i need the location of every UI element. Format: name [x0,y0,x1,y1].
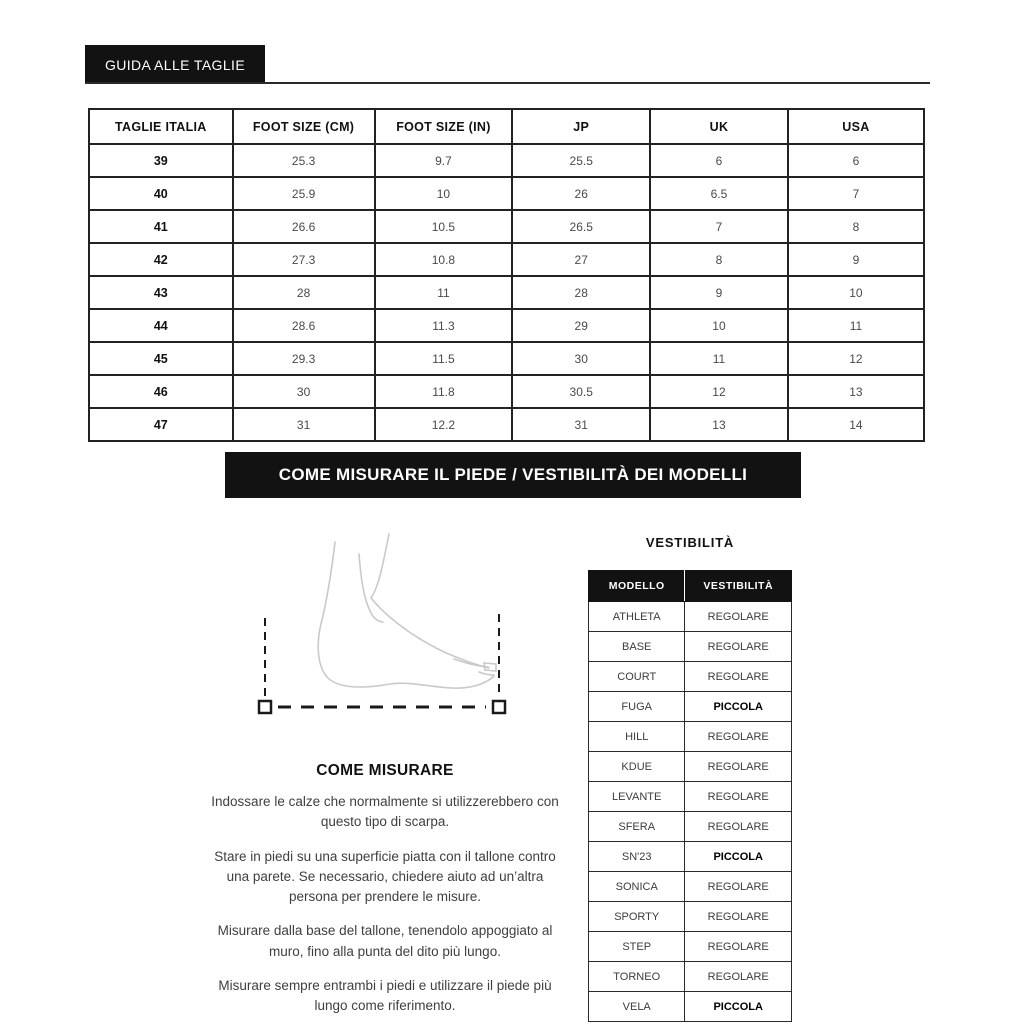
size-cell-foot-cm: 28 [233,276,375,309]
fit-cell-fit: REGOLARE [685,962,792,992]
fit-table-row [589,842,792,872]
size-table-header-row [89,109,924,144]
size-cell-uk: 6.5 [650,177,788,210]
size-cell-taglie-italia: 47 [89,408,233,441]
fit-table-header-fit: VESTIBILITÀ [685,571,792,602]
size-cell-usa: 12 [788,342,924,375]
fit-cell-fit: REGOLARE [685,872,792,902]
fit-cell-fit: REGOLARE [685,602,792,632]
fit-cell-model: VELA [589,992,685,1022]
size-cell-foot-cm: 30 [233,375,375,408]
how-to-measure-instructions [210,792,560,1024]
size-cell-taglie-italia: 39 [89,144,233,177]
fit-cell-fit: REGOLARE [685,632,792,662]
size-table-row [89,243,924,276]
size-cell-foot-cm: 26.6 [233,210,375,243]
fit-table-row [589,872,792,902]
size-cell-foot-in: 10 [375,177,513,210]
size-cell-taglie-italia: 43 [89,276,233,309]
fit-cell-model: LEVANTE [589,782,685,812]
fit-table-row [589,992,792,1022]
size-table-row [89,210,924,243]
foot-outline [318,534,496,688]
size-cell-uk: 9 [650,276,788,309]
size-table-row [89,177,924,210]
size-cell-usa: 8 [788,210,924,243]
size-cell-foot-cm: 31 [233,408,375,441]
size-cell-jp: 26.5 [512,210,650,243]
fit-table-header-model: MODELLO [589,571,685,602]
fit-table-row [589,722,792,752]
guide-title-badge [85,45,265,84]
size-cell-uk: 13 [650,408,788,441]
fit-table-body [589,602,792,1022]
fit-cell-model: SONICA [589,872,685,902]
fit-cell-model: SPORTY [589,902,685,932]
size-cell-usa: 7 [788,177,924,210]
fit-cell-model: SN'23 [589,842,685,872]
fit-cell-fit: REGOLARE [685,812,792,842]
fit-cell-fit: REGOLARE [685,902,792,932]
size-table-row [89,375,924,408]
fit-table-row [589,662,792,692]
size-cell-uk: 10 [650,309,788,342]
section-banner [225,452,801,498]
header-divider [85,82,930,84]
size-cell-uk: 7 [650,210,788,243]
size-cell-taglie-italia: 41 [89,210,233,243]
size-cell-foot-in: 11.3 [375,309,513,342]
fit-table-row [589,752,792,782]
size-table-header-cell: JP [512,109,650,144]
size-cell-taglie-italia: 45 [89,342,233,375]
size-cell-jp: 26 [512,177,650,210]
size-cell-jp: 27 [512,243,650,276]
fit-table-row [589,812,792,842]
fit-cell-fit: PICCOLA [685,692,792,722]
size-cell-uk: 6 [650,144,788,177]
size-table-header-cell: TAGLIE ITALIA [89,109,233,144]
size-table-header-cell: FOOT SIZE (CM) [233,109,375,144]
size-cell-usa: 9 [788,243,924,276]
size-table-body [89,144,924,441]
fit-cell-model: STEP [589,932,685,962]
size-cell-usa: 6 [788,144,924,177]
how-to-measure-title: COME MISURARE [316,762,454,779]
size-cell-uk: 8 [650,243,788,276]
fit-cell-fit: REGOLARE [685,722,792,752]
size-cell-taglie-italia: 40 [89,177,233,210]
fit-section-title: VESTIBILITÀ [645,535,735,550]
size-cell-taglie-italia: 46 [89,375,233,408]
instruction-paragraph: Misurare sempre entrambi i piedi e utilizzare il piede più lungo come riferimento. [218,977,552,1013]
fit-cell-fit: REGOLARE [685,662,792,692]
guide-title-label: GUIDA ALLE TAGLIE [104,56,246,73]
fit-cell-fit: PICCOLA [685,992,792,1022]
fit-cell-model: ATHLETA [589,602,685,632]
size-cell-taglie-italia: 42 [89,243,233,276]
fit-table-row [589,932,792,962]
size-cell-foot-in: 11.5 [375,342,513,375]
fit-cell-model: HILL [589,722,685,752]
size-cell-jp: 31 [512,408,650,441]
size-cell-usa: 11 [788,309,924,342]
fit-table-row [589,692,792,722]
fit-table-header-row [589,571,792,602]
instruction-paragraph: Indossare le calze che normalmente si utilizzerebbero con questo tipo di scarpa. [211,794,559,830]
size-cell-jp: 28 [512,276,650,309]
fit-cell-fit: PICCOLA [685,842,792,872]
size-table-row [89,276,924,309]
size-cell-foot-in: 10.8 [375,243,513,276]
size-cell-foot-cm: 28.6 [233,309,375,342]
size-table-row [89,408,924,441]
size-cell-uk: 11 [650,342,788,375]
size-cell-foot-in: 9.7 [375,144,513,177]
size-table-header-cell: FOOT SIZE (IN) [375,109,513,144]
size-cell-uk: 12 [650,375,788,408]
foot-measurement-illustration [232,528,532,728]
size-table-row [89,342,924,375]
fit-cell-fit: REGOLARE [685,782,792,812]
size-cell-usa: 13 [788,375,924,408]
size-cell-usa: 10 [788,276,924,309]
size-cell-jp: 25.5 [512,144,650,177]
size-cell-foot-cm: 25.9 [233,177,375,210]
size-cell-foot-cm: 27.3 [233,243,375,276]
fit-cell-model: KDUE [589,752,685,782]
size-cell-foot-cm: 25.3 [233,144,375,177]
fit-cell-model: SFERA [589,812,685,842]
size-cell-jp: 30 [512,342,650,375]
fit-cell-model: BASE [589,632,685,662]
size-cell-taglie-italia: 44 [89,309,233,342]
size-cell-foot-in: 11 [375,276,513,309]
size-cell-jp: 29 [512,309,650,342]
size-conversion-table [88,108,925,442]
instruction-paragraph: Misurare dalla base del tallone, tenendolo appoggiato al muro, fino alla punta del dito più lungo. [217,923,553,959]
fit-table-row [589,632,792,662]
fit-cell-fit: REGOLARE [685,752,792,782]
fit-cell-fit: REGOLARE [685,932,792,962]
size-cell-foot-cm: 29.3 [233,342,375,375]
instruction-paragraph: Stare in piedi su una superficie piatta con il tallone contro una parete. Se necessario, chiedere aiuto ad un’altra persona per prendere le misure. [214,848,556,904]
fit-cell-model: TORNEO [589,962,685,992]
size-cell-foot-in: 10.5 [375,210,513,243]
fit-table-row [589,962,792,992]
size-table-row [89,144,924,177]
size-table-header-cell: USA [788,109,924,144]
fit-table-row [589,902,792,932]
fit-table-row [589,602,792,632]
size-cell-foot-in: 11.8 [375,375,513,408]
size-cell-usa: 14 [788,408,924,441]
fit-cell-model: FUGA [589,692,685,722]
size-table-row [89,309,924,342]
model-fit-table [588,570,792,1022]
section-banner-label: COME MISURARE IL PIEDE / VESTIBILITÀ DEI MODELLI [278,465,748,484]
fit-cell-model: COURT [589,662,685,692]
size-cell-jp: 30.5 [512,375,650,408]
fit-table-row [589,782,792,812]
size-table-header-cell: UK [650,109,788,144]
size-cell-foot-in: 12.2 [375,408,513,441]
